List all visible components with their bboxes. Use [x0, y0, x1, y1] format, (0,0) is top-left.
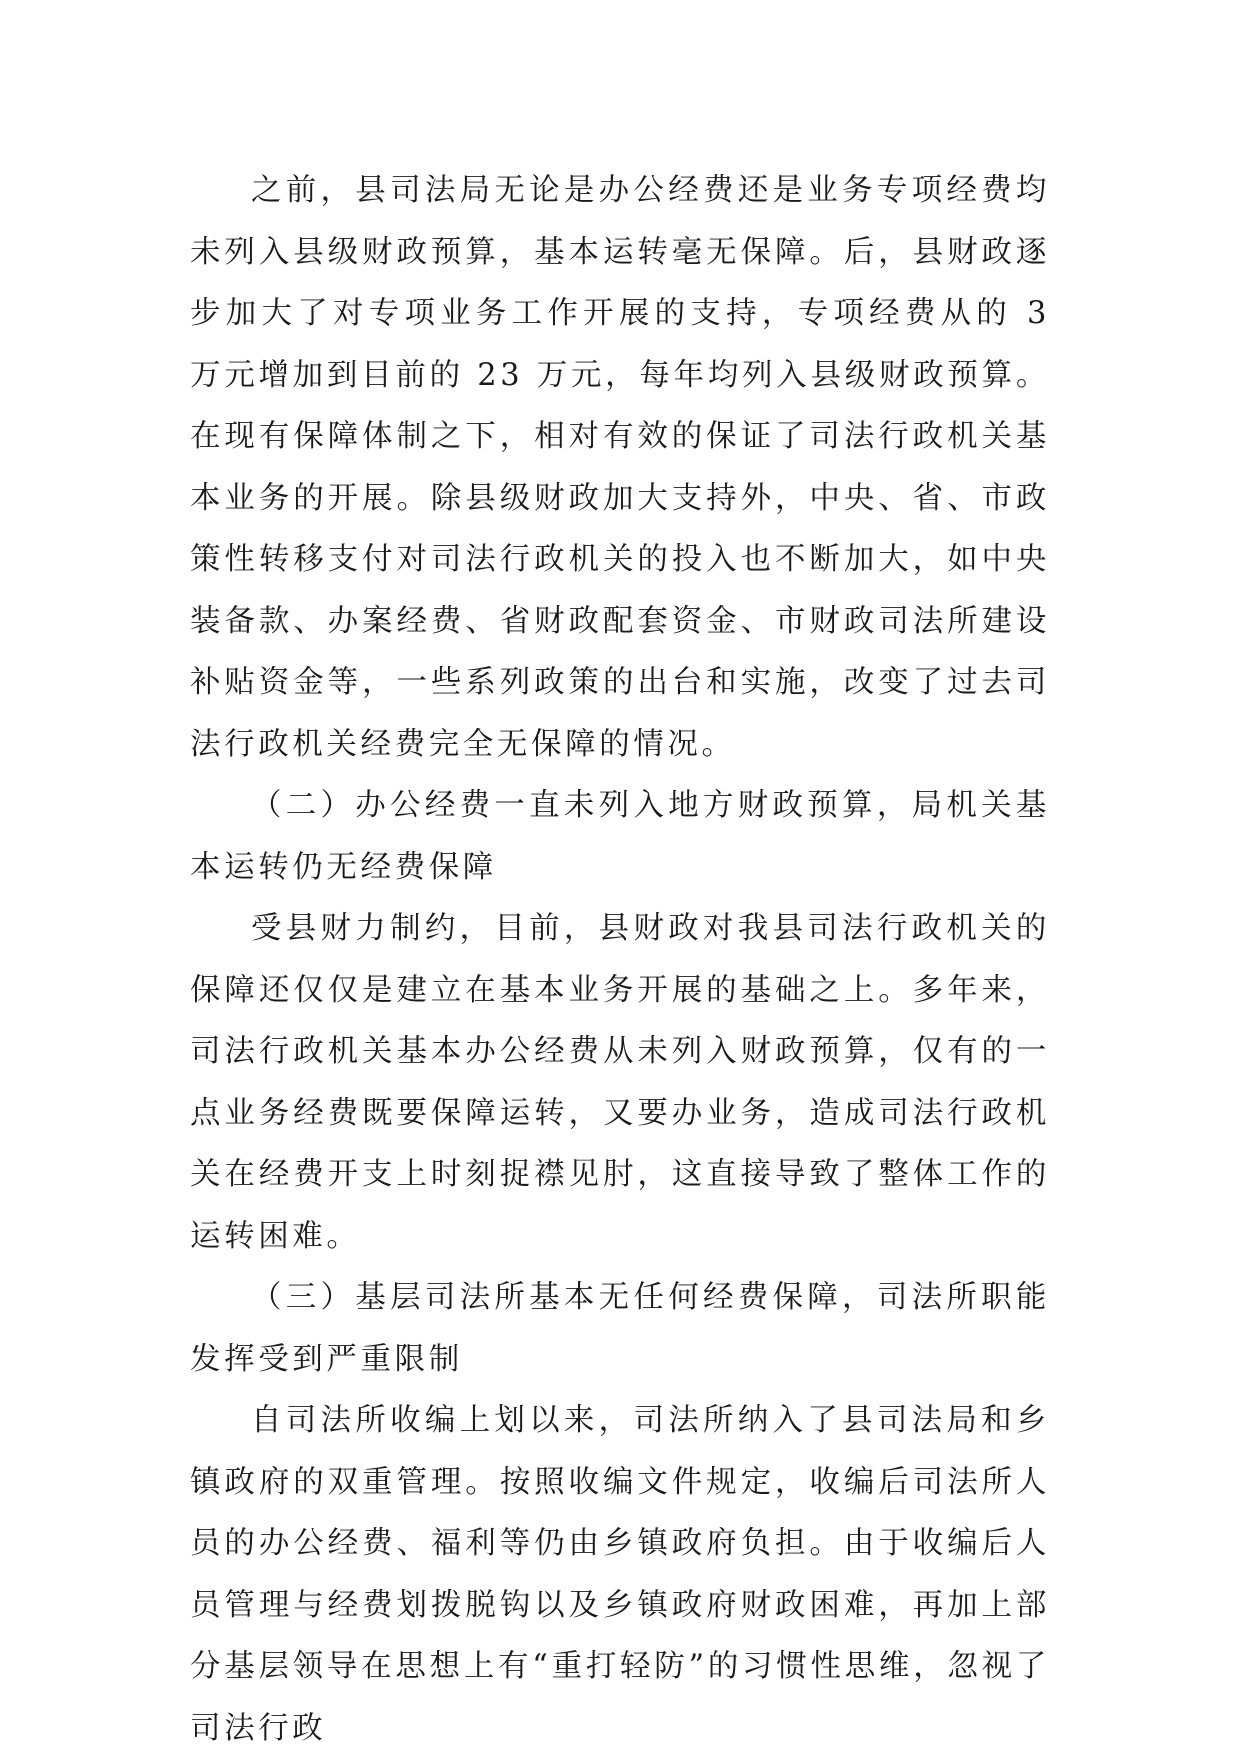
section-heading-2: （二）办公经费一直未列入地方财政预算，局机关基本运转仍无经费保障 [190, 788, 1050, 885]
paragraph-funding-history: 之前，县司法局无论是办公经费还是业务专项经费均未列入县级财政预算，基本运转毫无保障。后，县财政逐步加大了对专项业务工作开展的支持，专项经费从的 3 万元增加到目前的 23 万元，每年均列入县级财政预算。在现有保障体制之下，相对有效的保证了司法行政机关基本业务的开展。除县级财政加大支持外，中央、省、市政策性转移支付对司法行政机关的投入也不断加大，如中央装备款、办案经费、省财政配套资金、市财政司法所建设补贴资金等，一些系列政策的出台和实施，改变了过去司法行政机关经费完全无保障的情况。 [190, 173, 1050, 762]
section-heading-3: （三）基层司法所基本无任何经费保障，司法所职能发挥受到严重限制 [190, 1280, 1050, 1377]
document-body [190, 160, 1050, 1759]
paragraph-office-funding: 受县财力制约，目前，县财政对我县司法行政机关的保障还仅仅是建立在基本业务开展的基础之上。多年来，司法行政机关基本办公经费从未列入财政预算，仅有的一点业务经费既要保障运转，又要办业务，造成司法行政机关在经费开支上时刻捉襟见肘，这直接导致了整体工作的运转困难。 [190, 911, 1050, 1254]
paragraph-judicial-office: 自司法所收编上划以来，司法所纳入了县司法局和乡镇政府的双重管理。按照收编文件规定，收编后司法所人员的办公经费、福利等仍由乡镇政府负担。由于收编后人员管理与经费划拨脱钩以及乡镇政府财政困难，再加上部分基层领导在思想上有“重打轻防”的习惯性思维，忽视了司法行政 [190, 1403, 1050, 1746]
